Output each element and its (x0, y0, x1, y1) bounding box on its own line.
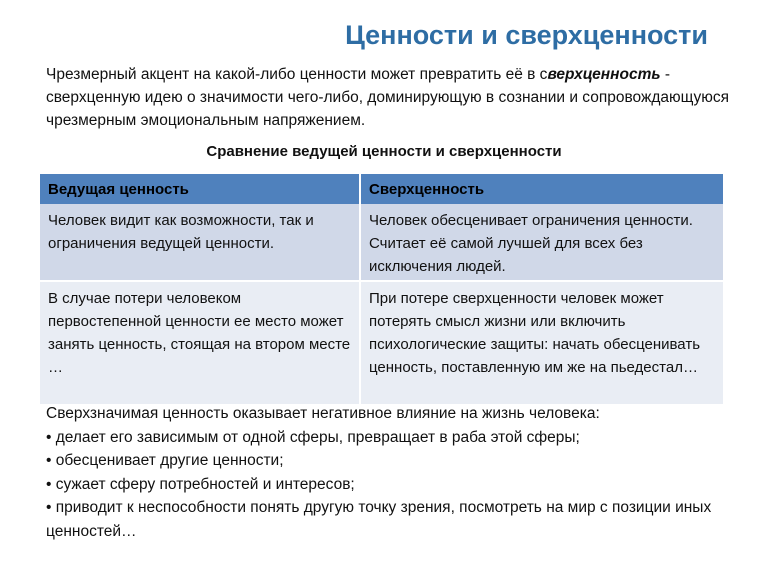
table-cell: В случае потери человеком первостепенной ценности ее место может занять ценность, стоящая на втором месте … (40, 281, 360, 404)
table-row (40, 281, 724, 404)
conclusion-lead: Сверхзначимая ценность оказывает негативное влияние на жизнь человека: (46, 405, 600, 422)
intro-paragraph (46, 63, 736, 132)
intro-emphasis: верхценность (547, 66, 661, 83)
comparison-table (40, 174, 725, 404)
list-item: • сужает сферу потребностей и интересов; (46, 475, 355, 493)
table-cell: Человек видит как возможности, так и ограничения ведущей ценности. (40, 204, 360, 281)
conclusion-block (46, 402, 736, 543)
list-item: • приводит к неспособности понять другую точку зрения, посмотреть на мир с позиции иных ценностей… (46, 499, 712, 540)
intro-text-end: - сверхценную идею о значимости чего-либо, доминирующую в сознании и сопровождающуюся чрезмерным эмоциональным напряжением. (46, 66, 730, 129)
table-row (40, 204, 724, 281)
header-super-value: Сверхценность (360, 174, 724, 204)
table-cell: Человек обесценивает ограничения ценности. Считает её самой лучшей для всех без исключения людей. (360, 204, 724, 281)
table-cell: При потере сверхценности человек может потерять смысл жизни или включить психологические защиты: начать обесценивать ценность, поставленную им же на пьедестал… (360, 281, 724, 404)
table-title: Сравнение ведущей ценности и сверхценности (206, 143, 562, 160)
page-title: Ценности и сверхценности (345, 20, 708, 50)
intro-text-start: Чрезмерный акцент на какой-либо ценности может превратить её в с (46, 66, 548, 83)
header-leading-value: Ведущая ценность (40, 174, 360, 204)
table-header-row (40, 174, 724, 204)
list-item: • обесценивает другие ценности; (46, 452, 284, 469)
list-item: • делает его зависимым от одной сферы, превращает в раба этой сферы; (46, 428, 580, 446)
